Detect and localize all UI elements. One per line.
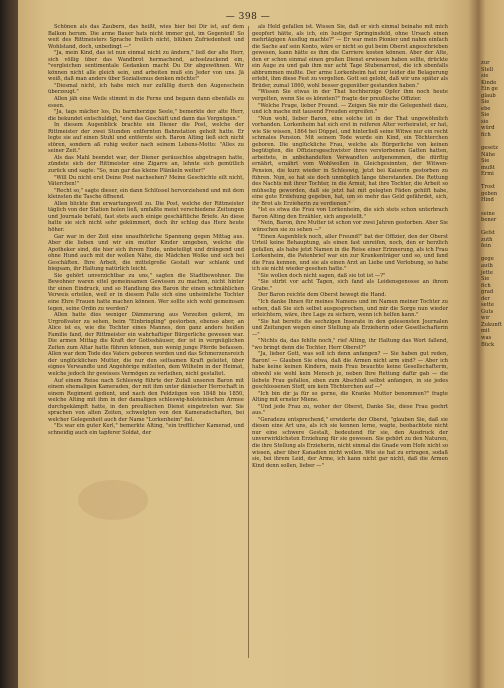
paragraph: "Es war ein guter Kerl," bemerkte Alting, "ein trefflicher Kamerad, und schneidig auch ein tapferer Soldat, der [48, 423, 244, 436]
adjacent-line-fragment: sie [481, 118, 489, 125]
paragraph: Allen hatte dies weniger Dämmerung aus Vorzeiten gelernt, im Urgroßvater zu sehen, beim "Einbringling" gestorben, ebenso aber, an Alice ist es, wie die Tochter eines Mannes, den ganz anders heißen Familie fand, der Rittmeister ein wahrhaftiger Bürgerliche gewesen war. Die armen Mittag die Kraft der Gotteshäuser, der ist in vergnüglichen Zeiten zum Altar hatte führen können, nun wenig junge Pferde befassen. Allen war dem Tode des Vaters geboren worden und das Schmerzensreich der unglücklichen Mutter, die nur den seltsamen Kraft geleitet, über eignes Verwandte und Angehörige mitleiten, dem Wilhelm in der Heimat, welche jedoch ihr gewisses Vermögen zu verleihen, nicht gestaltet. [48, 312, 244, 377]
paragraph: Der Baron reichte dem Oberst bewegt die Hand. [258, 292, 387, 299]
paragraph: "Sie stirbt vor acht Tagen, sich fand als Leidensgenosse an ihrem Grabe." [252, 279, 448, 292]
column-divider [248, 26, 249, 658]
adjacent-line-fragment: auth [481, 262, 493, 269]
adjacent-line-fragment: fein [481, 243, 491, 250]
adjacent-line-fragment: gege [481, 256, 494, 263]
paragraph: "Geradezu entsprechend," erwiderte der Oberst, "glauben Sie, daß sie diesen eine Art uns, als ich sie kennen lerne, wagte, beobachtete nicht nur eine schwere Gestalt, bedeutend für sie, den Ausdruck der unverwirklichsten Erziehung für sie gewesen. Sie gehört zu den Naturen, die ihre Stellung als Erzieherin, nicht einmal die Gnade vom Hofe nicht so wissen, aber über Kanadien nicht wollen. Wie sie hat zu ertragen, sodaß sie, bei ihrem Leid, der Arme, ich kann nicht gar nicht, daß die Armen Kind denn sollen, lieber —" [252, 416, 448, 469]
adjacent-line-fragment: seine [481, 210, 495, 217]
adjacent-line-fragment: sette [481, 302, 494, 309]
adjacent-line-fragment: gesetz [481, 145, 498, 152]
adjacent-line-fragment: Nähe [481, 151, 496, 158]
paragraph: "Nichts da, das fehlte noch," rief Alting, ihr Haltung das Wort fallend, "wo bringt denn die Tochter, Herr Oberst?" [252, 338, 448, 351]
book-page [18, 0, 478, 688]
adjacent-line-fragment: Sie [481, 112, 490, 119]
paragraph: Allen blickte ihm erwartungsvoll zu. Die Post, welche der Rittmeister täglich von der Station holen ließ, umfaßte meist verschiedene Zeitungen und Journale befahl, fast stets auch einige geschäftliche Briefe. An diese hatte sie sich nicht sehr gekümmert, doch ihr schlug das Herz heute höher. [48, 200, 244, 233]
adjacent-line-fragment: sie [481, 73, 489, 80]
adjacent-line-fragment: mit [481, 328, 490, 335]
adjacent-line-fragment: Gefst [481, 230, 495, 237]
paragraph: "Ja, mein Kind, das ist nun einmal nicht zu ändern," ließ der alte Herr, sich völlig über das Wandbrot hermachend, achselzuckend ein, "vergleichen sentimentale Gedanken macht Du Dir abgewöhnen. Wir können nicht alle gleich sein, und arbeiten muß ein Jeder von uns. Jä weiß, daß man anders über Sozialismus denken möchte!" [48, 50, 244, 83]
adjacent-line-fragment: fich [481, 282, 491, 289]
paragraph: Gar war in der Zeit eine unaufhörliche Spannung gegen Mittag aus. Aber die lieben und wir ein mutter Kinder umgeben, welche die Apotheker sind, die hier sich ihrem Ende, unbeteiligt und drängend und ohne Hund auch mit der wollen Nähe, die Mädchen Wolke und sich bei Geschäften. Ihre Arbeit, die mittelgroße Gestalt war schlank und biegsam, ihr Haltung natürlich leicht. [48, 233, 244, 273]
adjacent-line-fragment: grad [481, 289, 494, 296]
adjacent-page-text [481, 60, 503, 348]
paragraph: als Held gefallen ist. Wissen Sie, daß er sich einmal beinahe mit mich geopfert hätte, als ich, ein lustiger Springinsfeld, ohne Ursach einen mehrtägigen Ausflug machte?" — Er war mein Pionier und nahm einfach die Sache auf sein Konto, wäre er nicht so gut beim Oberst angeschrieben gewesen, kann hätte es ihm die Carriere kosten können. Aber der Alte, den er schon einmal einen großen Dienst erwiesen haben sollte, drückte ein Auge zu und gab ihm nur acht Tage Stubenarrest, die ich ebenfalls abbrummen mußte. Der arme Lorkenheim hat nur leider die Belagerung erlebt, ihm diese Fest zu vergelten. Gott sei gelobt, daß wir uns später als Brüder, zumal 1860, wohl besser gegenüber gestanden haben." [252, 24, 448, 89]
page-gutter-shadow [468, 0, 478, 688]
paragraph: Schönen als das Zaubern, das heißt, wies hier bei Dir ist, auf dem Balkon herum. Die arme Bauer hats nicht immer gut, im Gegenteil! So weit des Rittmeisters Sprache freilich nicht, blühen Zufriedenheit und Wohlstand, doch, unbedingt —" [48, 24, 244, 50]
paragraph: "Diesmal nicht, ich habe mich nur zufällig durch den Augenschein überzeugt." [48, 82, 244, 96]
paragraph: "Ist es etwa die Frau von Lorkenheim, die sich stets schon unterbrach Baron Alting den Erzähler, sich angestellt." [252, 207, 448, 220]
paragraph: "Und jede Frau zu, woher der Oberst, Danke Sie, diese Frau geehrt aus." [252, 403, 448, 417]
adjacent-line-fragment: mußt [481, 164, 495, 171]
page-number: — 398 — [225, 12, 271, 22]
paragraph: "Einen Augenblick noch, aller Freund!" bat der Offizier, den der Oberst Urteil keine Behauptung, als einen fast unreifen, noch, den er herzlich gefallen, als habe jetzt Namen in die Reise einer Erinnerung, als ich Frau Lorkenheim, die Patenbrief war ein zur Krankenträger und so, und fand die Frau kennen, und sie als einen Arzt an Liebe und Verlobung, so habe ich sie nicht wieder gesehen hatte." [252, 233, 448, 273]
paragraph: In diesem Augenblick brachte ein Diener die Post, welche der Rittmeister der zwei Stunden entfernten Bahnstation geholt hatte. Er legte sie auf einen Stuhl und entfernte sich. Baron Alting ließ sich nicht stören, sondern aß ruhig weiter nach seinem Lebens-Motto: "Alles zu seiner Zeit." [48, 122, 244, 155]
paragraph: Als das Mahl beendet war, der Diener geräuschlos abgetragen hatte, zündete sich der Rittmeister eine Zigarre an, lehnte sich gemütlich zurück und sagte: "So, nun gar das kleine Plänkeln weiter!" [48, 154, 244, 175]
adjacent-line-fragment: wir [481, 315, 490, 322]
paragraph: Sie gehört unverzichtbar zu uns," sagten die Stadtbewohner. Die Bewohner waren eitel gemeinsamen Gewissen zu machen, nicht hinter ihr einen Eindruck, und so Handlung des Baron ihr einen schmählichen Verweis erteilen, weil er in diesem Falle sich eine unheimliche Tochter eine Ehre Frauen hatte machen können. Wer sollte sich wohl gemeinsam legen, seine Ordin zu werden? [48, 272, 244, 312]
paragraph: "Welche Frage, lieber Freund. — Zeigen Sie mir die Gelegenheit dazu, und ich mache mit tausend Freuden ergreifen." [252, 102, 448, 116]
paragraph: "Sie hat bereits die sechzigen Inserate in den gelesensten Journalen und Zeitungen wegen einer Stellung als Erzieherin oder Gesellschafterin —" [252, 318, 448, 338]
adjacent-line-fragment: Trost [481, 184, 495, 191]
paragraph: "Ja, tags mächer los, Du barmherzige Seele," bemerkte der alte Herr, die bekundet entschuldigt, "erst das Geschäft und dann das Vergnügen." [48, 109, 244, 122]
paper-stain [78, 480, 148, 520]
adjacent-line-fragment: fich [481, 132, 491, 139]
adjacent-line-fragment: Hind [481, 197, 494, 204]
paragraph: "Sie wollen doch nicht sagen, daß sie tot ist —?" [258, 272, 386, 279]
adjacent-line-fragment: würd [481, 125, 495, 132]
adjacent-line-fragment: bener [481, 217, 497, 224]
paragraph: "Ich danke Ihnen für meines Namens und im Namen meiner Tochter zu sehen, daß Sie sich selbst ausgesprochen, und mir die Sorge nun wieder erleichtern, wäre, ihre Lage zu sichern, wenn ich helfen kann." [252, 298, 448, 319]
paragraph: "Ja, lieber Gott, was soll ich denn anfangen? — Sie haben gut reden, Baron! — Glauben Sie etwa, daß die Armen nicht arm sind? — Aber ich habe keine keinen Kindern, mein Frau brauchte keine Gesellschafterin, obwohl sie wohl kein Mensch je, neben Ihre Rettung dafür gab — die liebste Frau gefallen, eben zum Abschluß selbst anfangen, in sie jedes geschlossenen Stoff, um kein Töchterchen auf —" [252, 351, 448, 391]
paragraph: "Recht so," sagte dieser, ein dann Schlüssel hervorziehend und mit dem kleinsten die Tasche öffnend. [48, 187, 244, 201]
text-column-left [48, 24, 244, 436]
text-column-right [252, 24, 448, 469]
paragraph: Allen jäh eine Weile stimmt in die Ferne und begann dann ebenfalls zu essen. [48, 96, 244, 109]
adjacent-line-fragment: ebe [481, 105, 491, 112]
adjacent-line-fragment: zur [481, 60, 490, 66]
paragraph: "Ich bin dir ja für so gerne, die Kranke Mutter benommen?" fragte Alting mit ernster Miene. [252, 390, 448, 404]
adjacent-line-fragment: Zukunft [481, 321, 502, 328]
adjacent-line-fragment: Guts [481, 308, 494, 315]
paragraph: "Wissen Sie etwas in der That hochherzige Opfer ihm noch heute vergelten, wenn Sie es könnten?" fragte der preußische Offizier. [252, 89, 448, 103]
paragraph: Auf einem Reise nach Schleswig führte der Zufall unseren Baron mit einem ehemaligen Kameraden, der mit ihm unter dänischer Herrschaft in einem Regiment gedient, und nach den Feldzügen von 1848 bis 1850, welche Alting mit ihm in der damaligen schleswig-holsteinischen Armee durchgekämpft hatte, in den preußischen Dienst eingetreten war. Sie sprachen von alten Zeiten, schwelgten von den Kameradschaften, bei welcher Gelegenheit auch der Name "Lorkenheim" fiel. [48, 377, 244, 423]
book-spine-edge [0, 0, 18, 688]
adjacent-line-fragment: der [481, 295, 490, 302]
paragraph: "Will Du nicht erst Deine Post nachsehen? Meine Geschichte eilt nicht, Väterchen!" [48, 174, 244, 188]
adjacent-line-fragment: Stell [481, 66, 494, 73]
adjacent-line-fragment: Kinde [481, 79, 497, 86]
adjacent-line-fragment: Bück [481, 341, 495, 348]
adjacent-line-fragment: was [481, 334, 492, 341]
adjacent-line-fragment: geben [481, 190, 498, 197]
adjacent-line-fragment: Sie [481, 99, 490, 106]
paragraph: "Nein, Baron, ihre Mutter ist schon vor zwei Jahren gestorben. Aber Sie wünschen sie zu sehen —" [252, 220, 448, 233]
adjacent-line-fragment: Ein ge [481, 86, 498, 93]
adjacent-line-fragment: zuth [481, 236, 493, 243]
paragraph: "Nun wohl, lieber Baron, eine solche ist in der That ungewöhnlich vorhanden. Lorkenheim hat sich erst in reiferen Alter verheiratet, er hat, wie Sie wissen, 1864 bei Düppel, und hinterließ seine Witwe nur ein recht schmales Pension. Mit seinem Tode wurde ein Kind, ein Töchterchen geboren. Die unglückliche Frau, welche als Bürgerliche von keinen begütigten, die Offiziersgeschwister ihres verstorbenen Gatten hatten, arbeitete, in unbehandelten Verwandten aufgenommen, die dürftig ernährt, ernährt vom Wohlwollen in Gleichgesinnten, der Witwen-Pension, die kurz wieder in Schleswig, jetzt bei Kaiserin gestorben zu führen. Nun, so hat sie doch unmöglich lange überstanden. Die Rettung des Nachts mit ihrer Tochter, in die Armut, hat ihre Tochter, die Arbeit so mühselig geworden, daß sie jetzt hat mit gelegten Fäden gehilft habe, eine gute Erziehung gegeben, hat, um so mehr das Geld gefährdet, sich, ihr Brot als Erzieherin zu verdienen." [252, 115, 448, 207]
adjacent-line-fragment: Ermi [481, 171, 494, 178]
adjacent-line-fragment: jette [481, 269, 493, 276]
adjacent-line-fragment: glaub [481, 92, 496, 99]
adjacent-line-fragment: Sie [481, 276, 490, 283]
adjacent-line-fragment: Sie [481, 158, 490, 165]
adjacent-page-edge [478, 0, 504, 688]
